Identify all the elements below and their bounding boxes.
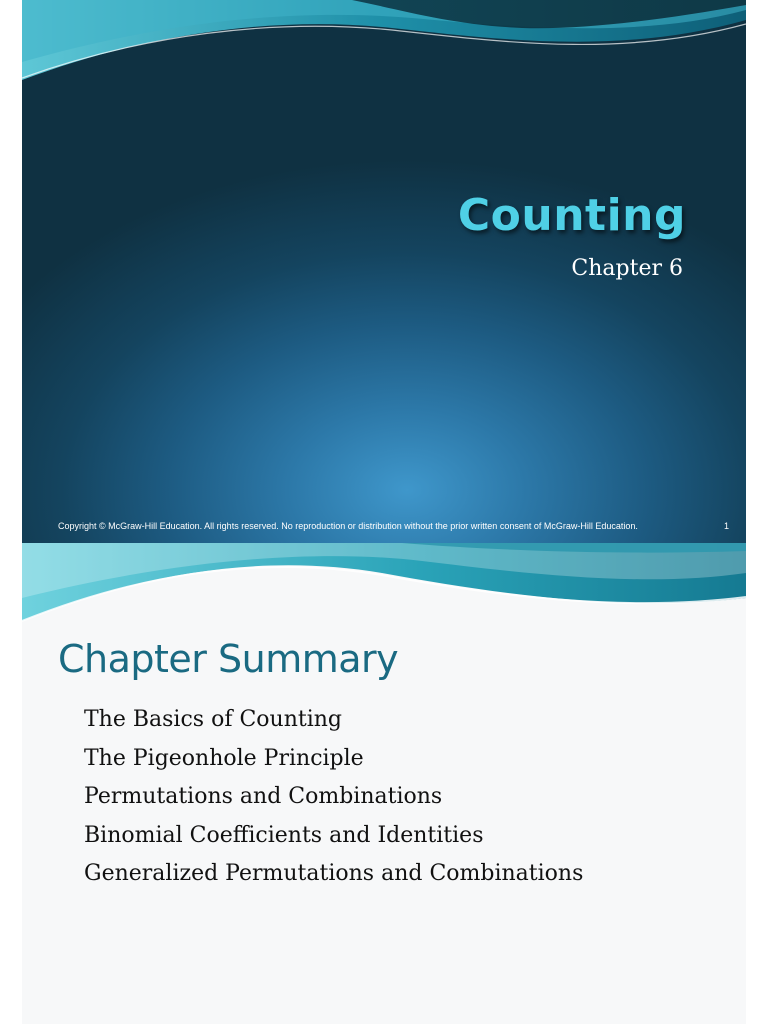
summary-topic-list bbox=[84, 701, 583, 894]
header-wave-graphic bbox=[22, 0, 746, 90]
slide-title: Counting bbox=[457, 190, 686, 241]
slide-subtitle: Chapter 6 bbox=[571, 256, 683, 281]
list-item: Permutations and Combinations bbox=[84, 784, 443, 809]
list-item: Binomial Coefficients and Identities bbox=[84, 822, 484, 848]
title-slide bbox=[22, 0, 746, 543]
list-item: The Pigeonhole Principle bbox=[84, 745, 364, 771]
summary-slide bbox=[22, 543, 746, 1024]
slide-number: 1 bbox=[724, 521, 730, 531]
slide-heading: Chapter Summary bbox=[58, 637, 399, 681]
copyright-notice: Copyright © McGraw-Hill Education. All rights reserved. No reproduction or distribution without the prior written consent of McGraw-Hill Education. bbox=[58, 521, 638, 531]
list-item: Generalized Permutations and Combinations bbox=[84, 861, 584, 886]
header-wave-graphic bbox=[22, 543, 746, 625]
list-item: The Basics of Counting bbox=[84, 707, 342, 732]
